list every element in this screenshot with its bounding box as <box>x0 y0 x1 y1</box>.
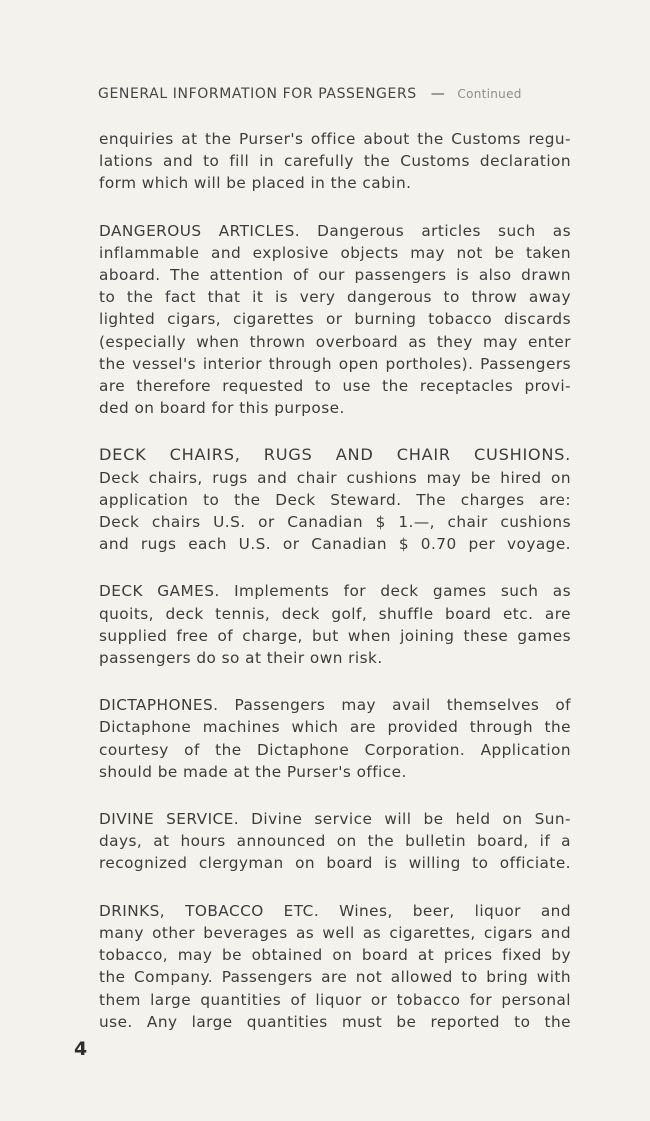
paragraph-drinks-tobacco <box>99 900 571 1033</box>
text-line: tobacco, may be obtained on board at prices fixed by <box>99 946 571 965</box>
text-line: Deck chairs, rugs and chair cushions may be hired on <box>99 468 571 487</box>
text-line: DICTAPHONES. Passengers may avail themselves of <box>99 696 571 715</box>
text-line: recognized clergyman on board is willing to officiate. <box>99 854 571 873</box>
text-line: application to the Deck Steward. The charges are: <box>99 490 571 509</box>
text-line: should be made at the Purser's office. <box>99 762 407 781</box>
text-line: (especially when thrown overboard as they may enter <box>99 332 571 351</box>
text-line: lations and to fill in carefully the Customs declaration <box>99 152 571 171</box>
text-line: days, at hours announced on the bulletin board, if a <box>99 832 571 851</box>
paragraph-customs-continued <box>99 128 571 195</box>
text-line: enquiries at the Purser's office about the Customs regu- <box>99 130 571 148</box>
text-line: inflammable and explosive objects may not be taken <box>99 243 571 262</box>
paragraph-dictaphones <box>99 694 571 783</box>
text-line: the vessel's interior through open portholes). Passengers <box>99 354 571 373</box>
text-line: DECK CHAIRS, RUGS AND CHAIR CUSHIONS. <box>99 445 571 465</box>
text-line: Dictaphone machines which are provided through the <box>99 718 571 737</box>
header-continued-label: Continued <box>457 87 522 101</box>
text-line: form which will be placed in the cabin. <box>99 174 412 193</box>
text-line: many other beverages as well as cigarettes, cigars and <box>99 923 571 942</box>
header-title: GENERAL INFORMATION FOR PASSENGERS <box>98 86 417 102</box>
body-text <box>99 128 571 1058</box>
text-line: to the fact that it is very dangerous to throw away <box>99 288 571 307</box>
page-number: 4 <box>74 1038 88 1060</box>
header-separator: — <box>430 86 446 102</box>
text-line: Deck chairs U.S. or Canadian $ 1.—, chair cushions <box>99 513 571 532</box>
paragraph-deck-chairs <box>99 444 571 555</box>
text-line: DECK GAMES. Implements for deck games such as <box>99 582 571 601</box>
running-header <box>98 83 570 105</box>
text-line: passengers do so at their own risk. <box>99 649 383 668</box>
text-line: lighted cigars, cigarettes or burning tobacco discards <box>99 310 571 329</box>
text-line: them large quantities of liquor or tobacco for personal <box>99 990 571 1009</box>
text-line: DANGEROUS ARTICLES. Dangerous articles such as <box>99 221 571 240</box>
text-line: DRINKS, TOBACCO ETC. Wines, beer, liquor and <box>99 901 571 920</box>
text-line: aboard. The attention of our passengers is also drawn <box>99 266 571 285</box>
text-line: quoits, deck tennis, deck golf, shuffle board etc. are <box>99 604 571 623</box>
text-line: supplied free of charge, but when joining these games <box>99 626 571 645</box>
text-line: ded on board for this purpose. <box>99 399 345 418</box>
text-line: courtesy of the Dictaphone Corporation. Application <box>99 740 571 759</box>
paragraph-divine-service <box>99 808 571 875</box>
text-line: the Company. Passengers are not allowed to bring with <box>99 968 571 987</box>
text-line: DIVINE SERVICE. Divine service will be held on Sun- <box>99 810 571 829</box>
text-line: and rugs each U.S. or Canadian $ 0.70 per voyage. <box>99 535 571 554</box>
text-line: use. Any large quantities must be reported to the <box>99 1012 571 1031</box>
paragraph-deck-games <box>99 580 571 669</box>
text-line: are therefore requested to use the receptacles provi- <box>99 377 571 396</box>
paragraph-dangerous-articles <box>99 220 571 420</box>
